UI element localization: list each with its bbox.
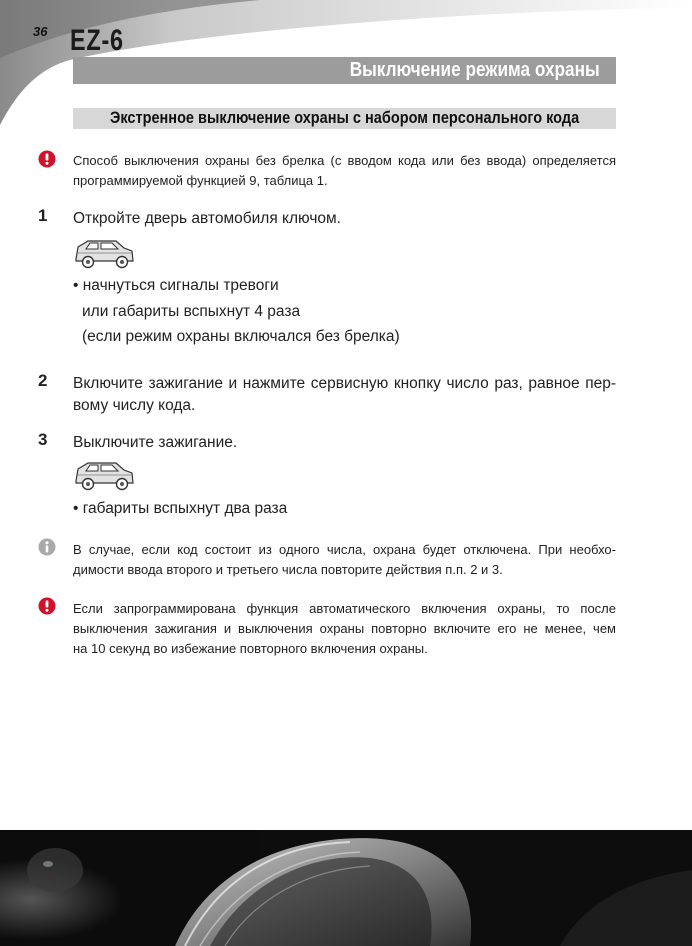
- step-2-text: [73, 373, 616, 417]
- warning-icon: [38, 150, 56, 168]
- warning-2-line-1: Если запрограммирована функция автоматического включения охраны, то после: [73, 601, 616, 616]
- step-1-result-1: • начнуться сигналы тревоги: [73, 277, 279, 294]
- step-1-result-3: (если режим охраны включался без брелка): [82, 328, 400, 345]
- step-3-number: 3: [38, 430, 48, 449]
- subsection-title: Экстренное выключение охраны с набором персонального кода: [109, 109, 580, 127]
- warning-2-line-2: выключения зажигания и выключения охраны повторно включите его не менее, чем: [73, 621, 616, 636]
- warning-1-line-1: Способ выключения охраны без брелка (с вводом кода или без ввода) определяется: [73, 153, 616, 168]
- car-icon: [72, 455, 136, 495]
- warning-note-1: [73, 151, 616, 191]
- step-2-line-1: Включите зажигание и нажмите сервисную кнопку число раз, равное пер-: [73, 375, 616, 392]
- step-3-result-1: • габариты вспыхнут два раза: [73, 500, 288, 517]
- info-icon: [38, 538, 56, 556]
- warning-icon: [38, 597, 56, 615]
- warning-2-line-3: на 10 секунд во избежание повторного включения охраны.: [73, 641, 428, 656]
- car-icon: [72, 233, 136, 273]
- warning-note-2: [73, 599, 616, 659]
- step-3-text: Выключите зажигание.: [73, 434, 238, 451]
- step-1-number: 1: [38, 206, 48, 225]
- section-title-bar: [73, 57, 616, 84]
- step-1-text: Откройте дверь автомобиля ключом.: [73, 210, 341, 227]
- info-note: [73, 540, 616, 580]
- step-1-result-2: или габариты вспыхнут 4 раза: [82, 303, 301, 320]
- step-2-number: 2: [38, 371, 48, 390]
- info-line-2: димости ввода второго и третьего числа повторите действия п.п. 2 и 3.: [73, 562, 503, 577]
- bottom-decoration: [0, 830, 692, 946]
- info-line-1: В случае, если код состоит из одного числа, охрана будет отключена. При необхо-: [73, 542, 616, 557]
- subsection-title-bar: [73, 108, 616, 129]
- page-number: 36: [33, 24, 48, 39]
- model-logo: EZ-6: [70, 24, 124, 57]
- warning-1-line-2: программируемой функцией 9, таблица 1.: [73, 173, 328, 188]
- section-title: Выключение режима охраны: [349, 59, 600, 81]
- step-2-line-2: вому числу кода.: [73, 397, 196, 414]
